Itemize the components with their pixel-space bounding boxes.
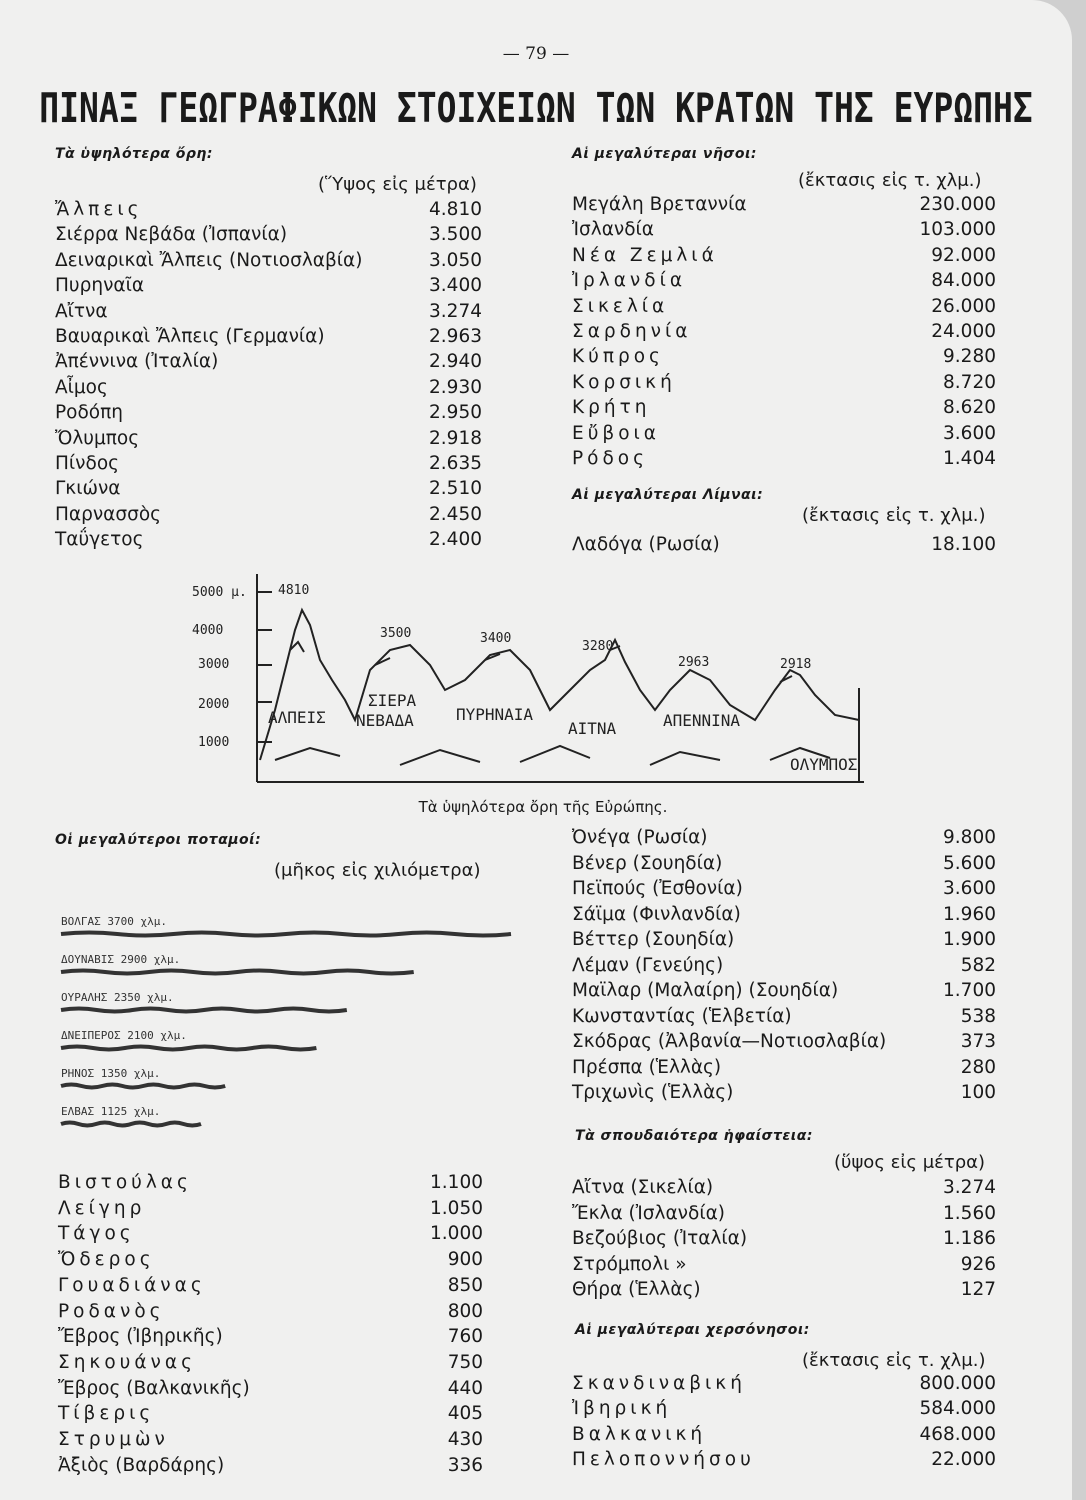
table-row (58, 1453, 483, 1478)
row-name: Βέττερ (Σουηδία) (572, 929, 735, 950)
row-value: 430 (447, 1429, 483, 1450)
row-value: 1.560 (943, 1202, 996, 1224)
row-value: 538 (960, 1005, 996, 1027)
row-name: Πελοποννήσου (572, 1449, 755, 1471)
row-value: 4.810 (429, 199, 482, 220)
row-name: Πεϊπούς (Ἐσθονία) (572, 878, 743, 899)
river-bar (61, 1085, 225, 1088)
mountains-unit: (Ὕψος εἰς μέτρα) (318, 174, 477, 195)
row-value: 1.186 (943, 1228, 996, 1249)
row-value: 8.720 (943, 371, 996, 393)
row-value: 5.600 (943, 852, 996, 874)
table-row (55, 426, 482, 451)
row-name: Πυρηναῖα (55, 275, 145, 297)
table-row (55, 299, 482, 324)
river-bar (61, 1009, 347, 1012)
river-label: ΒΟΛΓΑΣ 3700 χλμ. (61, 915, 167, 928)
peninsulas-heading: Αἱ μεγαλύτεραι χερσόνησοι: (575, 1322, 810, 1338)
table-row (572, 1447, 996, 1472)
row-value: 800 (447, 1300, 483, 1322)
table-row (572, 1422, 996, 1447)
row-name: Ἄλπεις (55, 199, 143, 220)
row-name: Βαλκανική (572, 1423, 707, 1445)
row-name: Ἰσλανδία (572, 219, 655, 241)
table-row (572, 319, 996, 344)
table-row (58, 1427, 483, 1452)
peak-height: 3500 (380, 626, 412, 641)
table-row (572, 927, 996, 952)
row-name: Ρόδος (572, 448, 648, 469)
row-value: 100 (960, 1082, 996, 1103)
row-value: 900 (447, 1249, 483, 1271)
row-value: 18.100 (931, 534, 996, 555)
row-value: 405 (447, 1403, 483, 1425)
row-value: 373 (960, 1031, 996, 1052)
mountain-ridge (260, 610, 859, 760)
volcanoes-unit: (ὕψος εἰς μέτρα) (834, 1152, 986, 1173)
peak-height: 3400 (480, 631, 512, 646)
row-value: 1.000 (430, 1223, 483, 1245)
table-row (572, 1080, 996, 1105)
table-row (55, 248, 482, 273)
peak-name: ΑΙΤΝΑ (568, 719, 617, 738)
table-row (55, 375, 482, 400)
peak-name: ΠΥΡΗΝΑΙΑ (456, 705, 534, 724)
row-value: 1.100 (430, 1172, 483, 1193)
table-row (572, 902, 996, 927)
axis-label: 2000 (198, 697, 230, 712)
row-value: 2.963 (429, 326, 482, 347)
river-label: ΕΛΒΑΣ 1125 χλμ. (61, 1105, 161, 1118)
row-value: 1.900 (943, 929, 996, 950)
row-name: Δειναρικαὶ Ἄλπεις (Νοτιοσλαβία) (55, 249, 363, 271)
rivers-illustration (55, 905, 525, 1155)
table-row (572, 978, 996, 1003)
row-name: Ἔκλα (Ἰσλανδία) (572, 1202, 725, 1224)
table-row (55, 502, 482, 527)
row-name: Πρέσπα (Ἑλλὰς) (572, 1056, 722, 1078)
row-name: Ἔβρος (Ἰβηρικῆς) (58, 1326, 223, 1348)
row-value: 127 (960, 1279, 996, 1300)
table-row (55, 197, 482, 222)
table-row (572, 1029, 996, 1054)
row-value: 3.274 (943, 1177, 996, 1198)
row-value: 2.940 (429, 351, 482, 373)
row-name: Τάγος (58, 1223, 135, 1245)
table-row (572, 1004, 996, 1029)
row-value: 2.635 (429, 453, 482, 474)
table-row (572, 370, 996, 395)
row-value: 84.000 (931, 270, 996, 292)
row-value: 582 (960, 954, 996, 976)
row-value: 9.800 (943, 827, 996, 848)
table-row (55, 222, 482, 247)
table-row (572, 344, 996, 369)
axis-label: 1000 (198, 735, 230, 750)
row-name: Ὄλυμπος (55, 427, 140, 449)
table-row (572, 395, 996, 420)
table-row (55, 476, 482, 501)
row-value: 92.000 (931, 244, 996, 266)
river-label: ΔΝΕΙΠΕΡΟΣ 2100 χλμ. (61, 1029, 187, 1042)
river-label: ΡΗΝΟΣ 1350 χλμ. (61, 1067, 161, 1080)
row-value: 760 (447, 1326, 483, 1348)
row-value: 24.000 (931, 321, 996, 342)
row-name: Μεγάλη Βρεταννία (572, 194, 747, 215)
table-row (572, 1396, 996, 1421)
row-name: Κορσική (572, 371, 676, 393)
peak-height: 2918 (780, 657, 812, 672)
table-row (572, 1175, 996, 1200)
river-label: ΔΟΥΝΑΒΙΣ 2900 χλμ. (61, 953, 181, 966)
row-name: Κρήτη (572, 397, 651, 419)
table-row (55, 273, 482, 298)
lakes-unit: (ἔκτασις εἰς τ. χλμ.) (802, 505, 986, 526)
row-value: 2.930 (429, 376, 482, 398)
row-name: Αἴτνα (Σικελία) (572, 1177, 714, 1198)
table-row (55, 324, 482, 349)
table-row (572, 421, 996, 446)
peak-name: ΑΛΠΕΙΣ (268, 708, 326, 727)
row-value: 3.500 (429, 224, 482, 246)
row-name: Ἔβρος (Βαλκανικῆς) (58, 1377, 250, 1399)
row-name: Ὄδερος (58, 1249, 155, 1271)
row-value: 440 (447, 1377, 483, 1399)
river-bar (61, 1047, 316, 1050)
row-name: Σικελία (572, 295, 669, 317)
table-row (572, 217, 996, 242)
row-value: 336 (447, 1454, 483, 1476)
row-name: Σκόδρας (Ἀλβανία—Νοτιοσλαβία) (572, 1031, 887, 1052)
row-value: 230.000 (919, 194, 996, 215)
row-value: 468.000 (919, 1423, 996, 1445)
page-number: — 79 — (502, 44, 570, 64)
row-name: Βαυαρικαὶ Ἄλπεις (Γερμανία) (55, 326, 325, 347)
row-name: Σιέρρα Νεβάδα (Ἰσπανία) (55, 224, 288, 246)
row-name: Γουαδιάνας (58, 1274, 206, 1296)
peak-name: ΣΙΕΡΑ (368, 691, 417, 710)
table-row (572, 192, 996, 217)
row-name: Θήρα (Ἑλλὰς) (572, 1279, 701, 1300)
table-row (58, 1350, 483, 1375)
table-row (55, 451, 482, 476)
row-name: Ροδόπη (55, 402, 123, 424)
table-row (572, 876, 996, 901)
table-row (572, 1277, 996, 1302)
rivers-heading: Οἱ μεγαλύτεροι ποταμοί: (55, 832, 262, 848)
row-name: Κύπρος (572, 346, 664, 368)
table-row (572, 851, 996, 876)
table-row (572, 1371, 996, 1396)
row-name: Σηκουάνας (58, 1351, 196, 1373)
volcanoes-heading: Τὰ σπουδαιότερα ἡφαίστεια: (575, 1128, 813, 1144)
row-name: Ὀνέγα (Ρωσία) (572, 827, 708, 848)
row-value: 22.000 (931, 1449, 996, 1471)
row-value: 1.404 (943, 448, 996, 469)
row-name: Ἀξιὸς (Βαρδάρης) (58, 1454, 225, 1476)
row-name: Ἀπέννινα (Ἰταλία) (55, 351, 219, 373)
row-name: Ροδανὸς (58, 1300, 165, 1322)
river-bar (61, 933, 511, 936)
table-row (572, 1055, 996, 1080)
row-name: Πίνδος (55, 453, 120, 474)
row-name: Λέμαν (Γενεύης) (572, 954, 724, 976)
row-value: 26.000 (931, 295, 996, 317)
table-row (572, 1226, 996, 1251)
table-row (55, 527, 482, 552)
row-value: 800.000 (919, 1373, 996, 1394)
islands-unit: (ἔκτασις εἰς τ. χλμ.) (798, 170, 982, 191)
table-row (58, 1324, 483, 1349)
row-value: 1.050 (430, 1197, 483, 1219)
row-value: 2.918 (429, 427, 482, 449)
table-row (572, 1252, 996, 1277)
table-row (55, 349, 482, 374)
table-row (58, 1196, 483, 1221)
row-name: Βεζούβιος (Ἰταλία) (572, 1228, 748, 1249)
axis-label: 5000 μ. (192, 585, 247, 600)
table-row (572, 532, 996, 557)
row-value: 3.274 (429, 300, 482, 322)
peak-name: ΝΕΒΑΔΑ (356, 711, 414, 730)
axis-label: 4000 (192, 623, 224, 638)
row-value: 584.000 (919, 1398, 996, 1420)
mountains-heading: Τὰ ὑψηλότερα ὄρη: (55, 146, 214, 162)
row-name: Παρνασσὸς (55, 503, 162, 525)
row-name: Στρόμπολι » (572, 1253, 687, 1275)
row-name: Σκανδιναβική (572, 1373, 746, 1394)
table-row (58, 1299, 483, 1324)
row-name: Ἰρλανδία (572, 270, 687, 292)
page-title: ΠΙΝΑΞ ΓΕΩΓΡΑΦΙΚΩΝ ΣΤΟΙΧΕΙΩΝ ΤΩΝ ΚΡΑΤΩΝ ΤΗΣ ΕΥΡΩΠΗΣ (39, 83, 1033, 132)
row-value: 1.700 (943, 980, 996, 1001)
row-name: Βένερ (Σουηδία) (572, 852, 723, 874)
islands-heading: Αἱ μεγαλύτεραι νῆσοι: (572, 146, 758, 162)
row-name: Λαδόγα (Ρωσία) (572, 534, 720, 555)
row-value: 3.400 (429, 275, 482, 297)
peak-height: 2963 (678, 655, 710, 670)
river-bar (61, 1123, 201, 1126)
row-name: Αἶμος (55, 376, 108, 398)
mountains-illustration (180, 570, 870, 795)
row-value: 3.600 (943, 422, 996, 444)
row-name: Τριχωνὶς (Ἑλλὰς) (572, 1082, 734, 1103)
row-value: 2.450 (429, 503, 482, 525)
rivers-unit: (μῆκος εἰς χιλιόμετρα) (274, 860, 481, 881)
peak-height: 3280 (582, 639, 614, 654)
row-name: Σαρδηνία (572, 321, 692, 342)
row-name: Λείγηρ (58, 1197, 146, 1219)
table-row (55, 400, 482, 425)
table-row (572, 953, 996, 978)
row-name: Εὔβοια (572, 422, 660, 444)
lakes-heading: Αἱ μεγαλύτεραι Λίμναι: (572, 487, 764, 503)
peninsulas-unit: (ἔκτασις εἰς τ. χλμ.) (802, 1350, 986, 1371)
row-value: 103.000 (919, 219, 996, 241)
table-row (572, 1201, 996, 1226)
row-value: 280 (960, 1056, 996, 1078)
row-value: 3.600 (943, 878, 996, 899)
table-row (572, 825, 996, 850)
row-name: Τίβερις (58, 1403, 155, 1425)
table-row (58, 1247, 483, 1272)
row-value: 850 (447, 1274, 483, 1296)
river-label: ΟΥΡΑΛΗΣ 2350 χλμ. (61, 991, 174, 1004)
row-value: 2.510 (429, 478, 482, 500)
row-value: 3.050 (429, 249, 482, 271)
row-value: 2.950 (429, 402, 482, 424)
row-value: 1.960 (943, 903, 996, 925)
row-value: 2.400 (429, 529, 482, 551)
peak-height: 4810 (278, 583, 310, 598)
row-name: Ταΰγετος (55, 529, 144, 551)
table-row (58, 1221, 483, 1246)
row-value: 926 (960, 1253, 996, 1275)
table-row (572, 243, 996, 268)
table-row (58, 1273, 483, 1298)
row-name: Αἴτνα (55, 300, 108, 322)
table-row (58, 1401, 483, 1426)
table-row (572, 268, 996, 293)
figure-caption: Τὰ ὑψηλότερα ὄρη τῆς Εὐρώπης. (418, 798, 668, 816)
row-name: Γκιώνα (55, 478, 121, 500)
axis-label: 3000 (198, 657, 230, 672)
row-name: Μαϊλαρ (Μαλαίρη) (Σουηδία) (572, 980, 839, 1001)
row-value: 9.280 (943, 346, 996, 368)
row-name: Βιστούλας (58, 1172, 192, 1193)
row-value: 8.620 (943, 397, 996, 419)
table-row (58, 1376, 483, 1401)
row-name: Κωνσταντίας (Ἑλβετία) (572, 1005, 792, 1027)
river-bar (61, 971, 414, 974)
row-name: Ἰβηρική (572, 1398, 672, 1420)
row-name: Νέα Ζεμλιά (572, 244, 718, 266)
row-name: Στρυμὼν (58, 1429, 169, 1450)
table-row (572, 294, 996, 319)
table-row (572, 446, 996, 471)
peak-name: ΑΠΕΝΝΙΝΑ (663, 711, 741, 730)
table-row (58, 1170, 483, 1195)
peak-name: ΟΛΥΜΠΟΣ (790, 755, 858, 774)
row-value: 750 (447, 1351, 483, 1373)
row-name: Σάϊμα (Φινλανδία) (572, 903, 741, 925)
